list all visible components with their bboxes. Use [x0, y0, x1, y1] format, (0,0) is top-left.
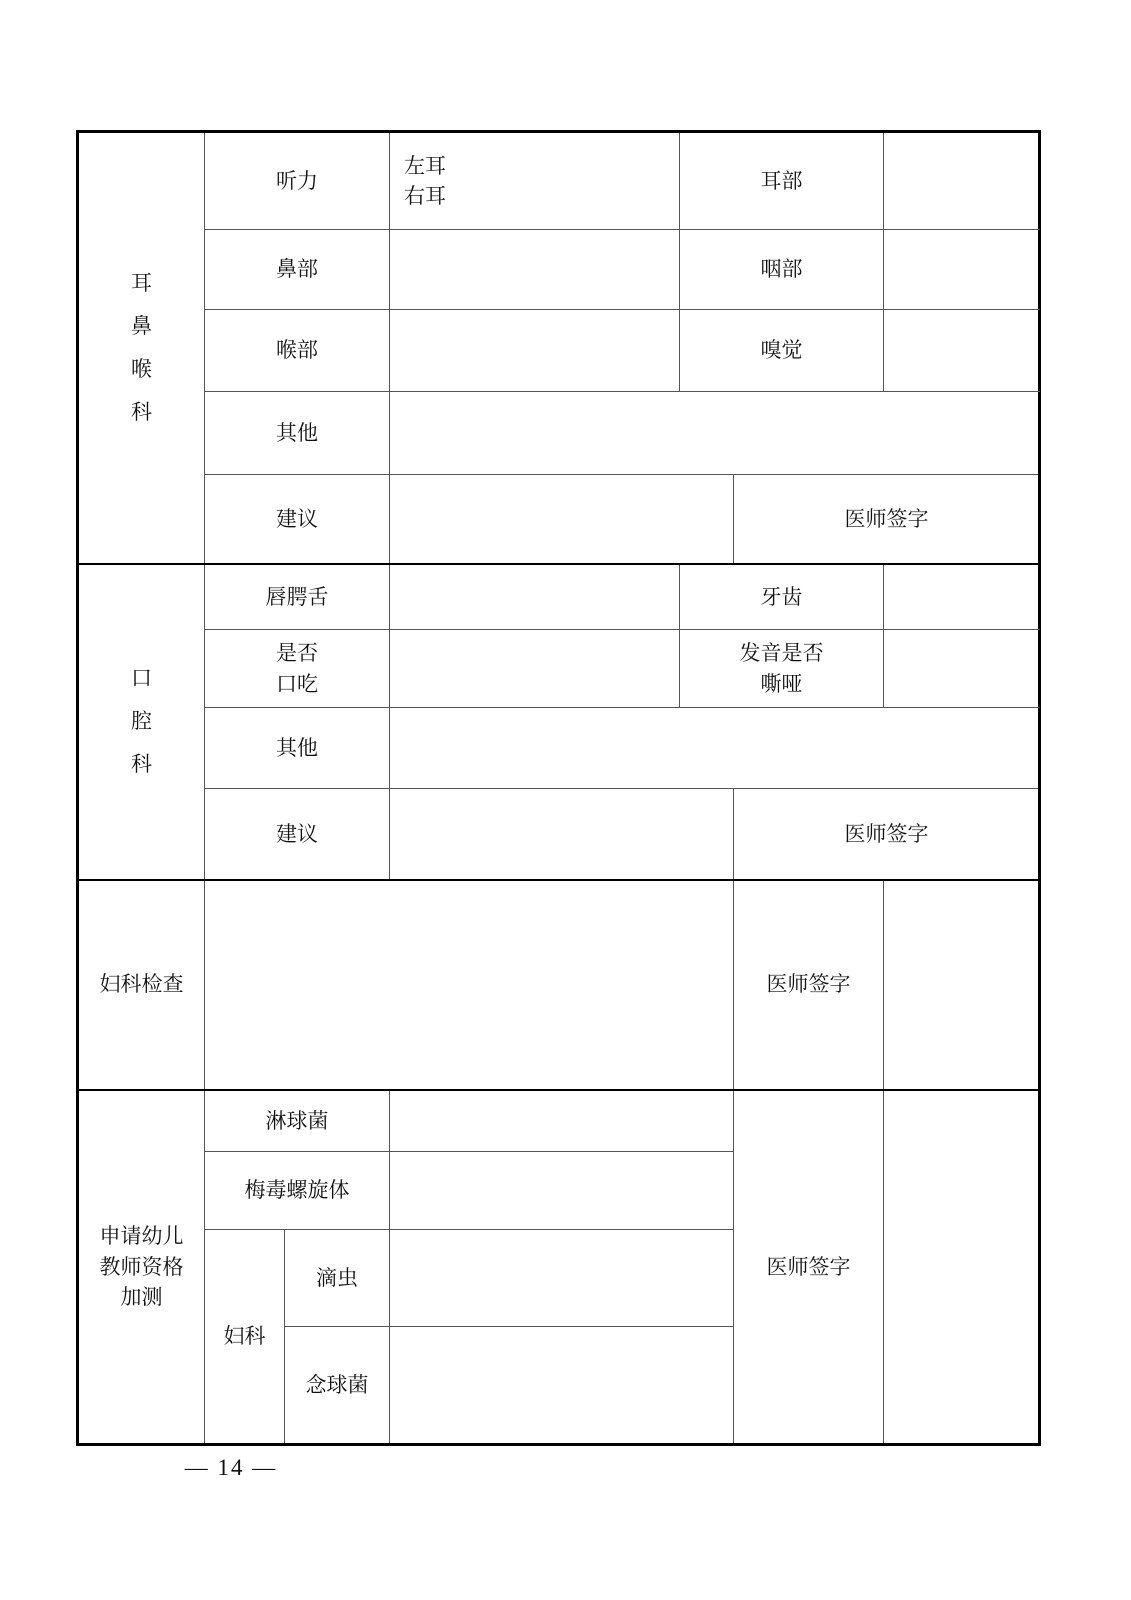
item-label-throat: 喉部	[205, 310, 390, 392]
department-label-char: 腔	[131, 708, 152, 733]
test-value-candida[interactable]	[390, 1327, 734, 1445]
item-value-advice-ent[interactable]	[390, 475, 734, 564]
department-label-kindergarten-extra	[78, 1090, 205, 1445]
signature-label-kindergarten-extra: 医师签字	[734, 1090, 884, 1445]
table-row	[78, 630, 1040, 708]
medical-examination-table	[76, 130, 1041, 1446]
signature-label-gynecology: 医师签字	[734, 880, 884, 1090]
table-row	[78, 230, 1040, 310]
item-value-teeth[interactable]	[884, 564, 1040, 630]
item-value-stutter[interactable]	[390, 630, 680, 708]
page-number: — 14 —	[184, 1455, 278, 1480]
table-row	[78, 475, 1040, 564]
item-value-throat[interactable]	[390, 310, 680, 392]
department-label-char: 科	[131, 399, 152, 424]
item-value-hearing	[390, 132, 680, 230]
department-label-gynecology: 妇科检查	[78, 880, 205, 1090]
table-row	[78, 310, 1040, 392]
test-group-label-gynecology: 妇科	[205, 1230, 285, 1445]
test-value-gonococcus[interactable]	[390, 1090, 734, 1152]
item-label-ear: 耳部	[680, 132, 884, 230]
table-row	[78, 789, 1040, 880]
table-row	[78, 132, 1040, 230]
item-label-stutter	[205, 630, 390, 708]
hoarseness-label-line: 发音是否	[739, 641, 824, 666]
test-label-gonococcus: 淋球菌	[205, 1090, 390, 1152]
item-value-other-oral[interactable]	[390, 708, 1040, 789]
department-label-ent	[78, 132, 205, 564]
department-label-char: 鼻	[131, 313, 152, 338]
test-value-trichomonad[interactable]	[390, 1230, 734, 1327]
item-value-smell[interactable]	[884, 310, 1040, 392]
department-label-char: 口	[131, 665, 152, 690]
table-row	[78, 880, 1040, 1090]
item-value-ear[interactable]	[884, 132, 1040, 230]
item-value-hoarseness[interactable]	[884, 630, 1040, 708]
item-value-pharynx[interactable]	[884, 230, 1040, 310]
hearing-right-ear-label: 右耳	[404, 184, 446, 208]
item-label-advice-ent: 建议	[205, 475, 390, 564]
item-label-other-ent: 其他	[205, 392, 390, 475]
department-label-oral	[78, 564, 205, 880]
table-row	[78, 564, 1040, 630]
hoarseness-label-line: 嘶哑	[760, 671, 803, 696]
table-row	[78, 1090, 1040, 1152]
hearing-left-ear-label: 左耳	[404, 153, 446, 178]
item-label-smell: 嗅觉	[680, 310, 884, 392]
table-row	[78, 392, 1040, 475]
item-value-other-ent[interactable]	[390, 392, 1040, 475]
item-label-lip-palate-tongue: 唇腭舌	[205, 564, 390, 630]
item-label-advice-oral: 建议	[205, 789, 390, 880]
department-label-char: 耳	[131, 270, 152, 295]
stutter-label-line: 是否	[276, 641, 318, 666]
item-label-nose: 鼻部	[205, 230, 390, 310]
gynecology-exam-body[interactable]	[205, 880, 734, 1090]
test-value-treponema-pallidum[interactable]	[390, 1152, 734, 1230]
kindergarten-label-line: 加测	[120, 1284, 163, 1309]
item-label-pharynx: 咽部	[680, 230, 884, 310]
item-value-lip-palate-tongue[interactable]	[390, 564, 680, 630]
test-label-trichomonad: 滴虫	[285, 1230, 390, 1327]
test-label-treponema-pallidum: 梅毒螺旋体	[205, 1152, 390, 1230]
department-label-char: 喉	[131, 356, 152, 381]
stutter-label-line: 口吃	[276, 671, 318, 696]
signature-value-kindergarten-extra[interactable]	[884, 1090, 1040, 1445]
signature-label-ent: 医师签字	[734, 475, 1040, 564]
item-label-hearing: 听力	[205, 132, 390, 230]
item-value-nose[interactable]	[390, 230, 680, 310]
item-value-advice-oral[interactable]	[390, 789, 734, 880]
item-label-other-oral: 其他	[205, 708, 390, 789]
test-label-candida: 念球菌	[285, 1327, 390, 1445]
department-label-char: 科	[131, 752, 152, 777]
signature-label-oral: 医师签字	[734, 789, 1040, 880]
item-label-hoarseness	[680, 630, 884, 708]
item-label-teeth: 牙齿	[680, 564, 884, 630]
kindergarten-label-line: 申请幼儿	[99, 1224, 184, 1249]
table-row	[78, 708, 1040, 789]
kindergarten-label-line: 教师资格	[99, 1254, 184, 1279]
signature-value-gynecology[interactable]	[884, 880, 1040, 1090]
